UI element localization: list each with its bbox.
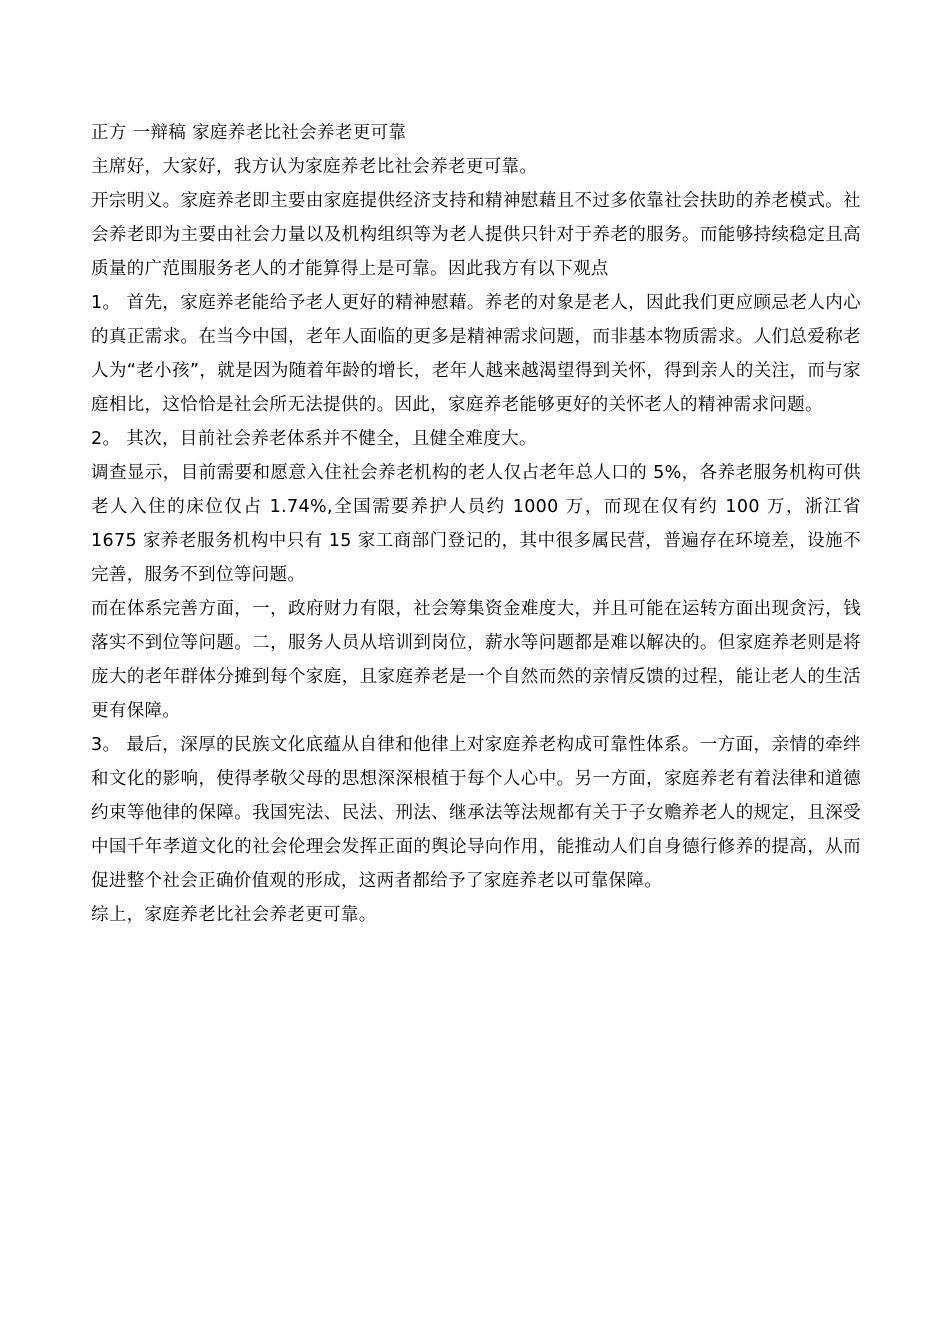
paragraph-opening: 主席好，大家好，我方认为家庭养老比社会养老更可靠。 [91, 157, 538, 177]
paragraph-point-1: 1。 首先，家庭养老能给予老人更好的精神慰藉。养老的对象是老人，因此我们更应顾忌老人内心的真正需求。在当今中国，老年人面临的更多是精神需求问题，而非基本物质需求。人们总爱称老人为“老小孩”，就是因为随着年龄的增长，老年人越来越渴望得到关怀，得到亲人的关注，而与家庭相比，这恰恰是社会所无法提供的。因此，家庭养老能够更好的关怀老人的精神需求问题。 [91, 293, 861, 415]
document-body [91, 116, 861, 932]
paragraph-point-2: 2。 其次，目前社会养老体系并不健全，且健全难度大。 [91, 429, 537, 449]
paragraph-system: 而在体系完善方面，一，政府财力有限，社会筹集资金难度大，并且可能在运转方面出现贪污，钱落实不到位等问题。二，服务人员从培训到岗位，薪水等问题都是难以解决的。但家庭养老则是将庞大的老年群体分摊到每个家庭，且家庭养老是一个自然而然的亲情反馈的过程，能让老人的生活更有保障。 [91, 599, 861, 721]
paragraph-definition: 开宗明义。家庭养老即主要由家庭提供经济支持和精神慰藉且不过多依靠社会扶助的养老模式。社会养老即为主要由社会力量以及机构组织等为老人提供只针对于养老的服务。而能够持续稳定且高质量的广范围服务老人的才能算得上是可靠。因此我方有以下观点 [91, 191, 861, 279]
document-title: 正方 一辩稿 家庭养老比社会养老更可靠 [91, 123, 407, 143]
paragraph-survey: 调查显示，目前需要和愿意入住社会养老机构的老人仅占老年总人口的 5%，各养老服务机构可供老人入住的床位仅占 1.74%,全国需要养护人员约 1000 万，而现在仅有约 100 万，浙江省 1675 家养老服务机构中只有 15 家工商部门登记的，其中很多属民营，普遍存在环境差，设施不完善，服务不到位等问题。 [91, 463, 861, 585]
paragraph-point-3: 3。 最后，深厚的民族文化底蕴从自律和他律上对家庭养老构成可靠性体系。一方面，亲情的牵绊和文化的影响，使得孝敬父母的思想深深根植于每个人心中。另一方面，家庭养老有着法律和道德约束等他律的保障。我国宪法、民法、刑法、继承法等法规都有关于子女赡养老人的规定，且深受中国千年孝道文化的社会伦理会发挥正面的舆论导向作用，能推动人们自身德行修养的提高，从而促进整个社会正确价值观的形成，这两者都给予了家庭养老以可靠保障。 [91, 735, 861, 891]
paragraph-conclusion: 综上，家庭养老比社会养老更可靠。 [91, 905, 377, 925]
